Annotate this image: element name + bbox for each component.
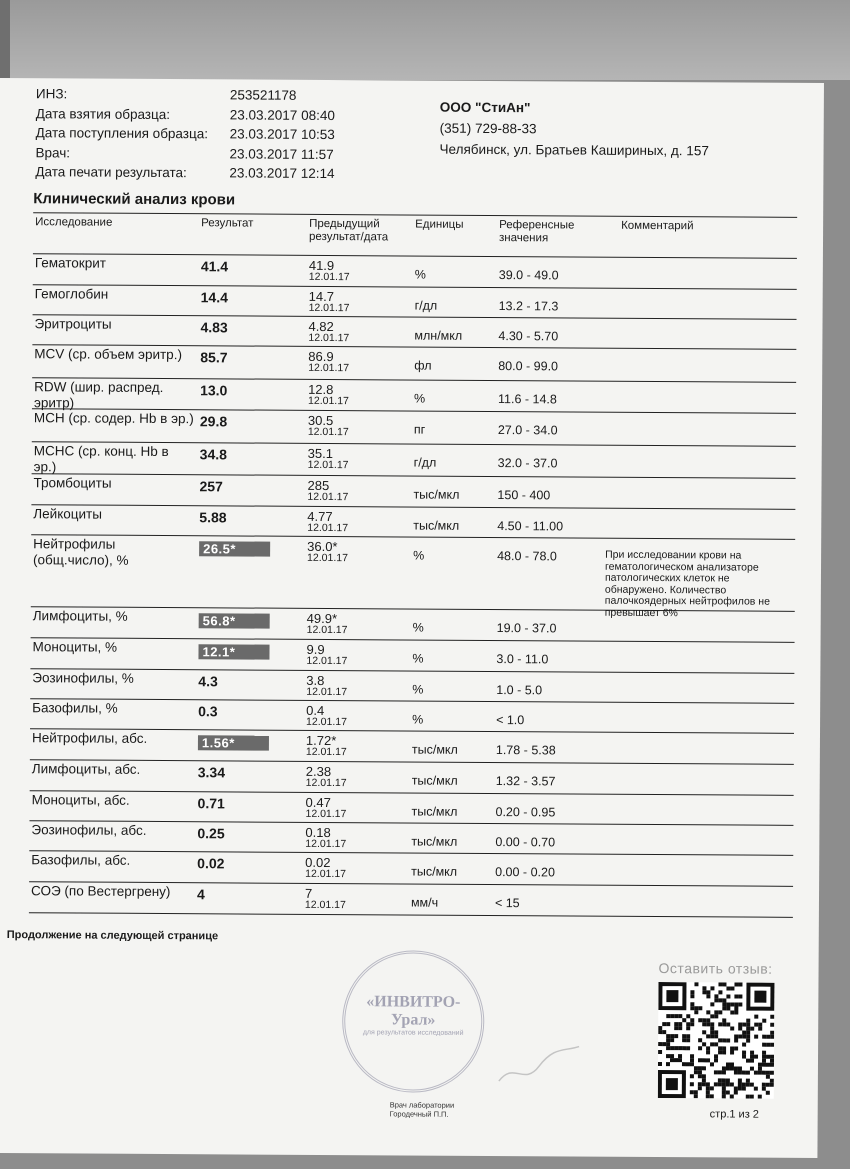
test-comment <box>606 457 786 458</box>
page-number: стр.1 из 2 <box>709 1108 759 1121</box>
previous-result <box>306 765 347 789</box>
test-result: 1.56* <box>198 735 269 750</box>
reference-range: 13.2 - 17.3 <box>498 299 559 314</box>
previous-date: 12.01.17 <box>304 898 346 912</box>
qr-code-icon[interactable] <box>658 982 775 1099</box>
previous-result <box>308 383 349 407</box>
test-comment <box>606 424 786 425</box>
test-result: 29.8 <box>199 413 228 430</box>
info-label: Дата поступления образца: <box>35 125 209 142</box>
test-unit: тыс/мкл <box>413 487 460 502</box>
previous-value: 2.38 <box>305 763 332 780</box>
info-value: 23.03.2017 08:40 <box>229 106 335 123</box>
test-name: Гемоглобин <box>34 286 109 302</box>
test-unit: мм/ч <box>410 895 439 910</box>
reference-range: < 1.0 <box>496 713 525 728</box>
test-unit: % <box>412 712 424 727</box>
previous-date: 12.01.17 <box>307 521 349 535</box>
test-result: 56.8* <box>199 613 270 628</box>
previous-value: 285 <box>307 477 330 494</box>
test-comment <box>604 714 784 715</box>
previous-date: 12.01.17 <box>306 715 347 729</box>
continued-note: Продолжение на следующей странице <box>6 929 219 943</box>
previous-value: 4.77 <box>307 508 333 525</box>
test-unit: % <box>412 620 424 635</box>
test-result: 3.34 <box>197 764 226 781</box>
test-result: 0.02 <box>197 855 225 872</box>
previous-date: 12.01.17 <box>305 837 347 851</box>
previous-value: 36.0* <box>307 538 338 555</box>
lab-info <box>440 97 710 162</box>
previous-value: 1.72* <box>305 732 337 749</box>
previous-value: 0.4 <box>306 702 325 718</box>
lab-stamp <box>342 950 485 1093</box>
info-label: ИНЗ: <box>35 86 68 102</box>
previous-result <box>307 540 348 564</box>
signature-icon <box>494 1031 584 1092</box>
test-name: Нейтрофилы (общ.число), % <box>33 536 129 568</box>
previous-result <box>307 510 348 534</box>
previous-result <box>305 796 346 820</box>
test-result: 0.3 <box>198 703 218 720</box>
test-name: Эритроциты <box>34 316 112 332</box>
info-value: 23.03.2017 12:14 <box>229 165 335 182</box>
info-row <box>36 84 335 105</box>
previous-value: 14.7 <box>308 288 335 305</box>
test-name: Эозинофилы, % <box>32 670 134 686</box>
reference-range: 39.0 - 49.0 <box>498 268 559 283</box>
test-name: Лимфоциты, % <box>32 608 128 624</box>
col-ref <box>499 219 574 245</box>
reference-range: < 15 <box>494 896 520 911</box>
reference-range: 3.0 - 11.0 <box>496 652 549 667</box>
test-comment <box>603 836 783 837</box>
test-unit: тыс/мкл <box>411 834 458 849</box>
previous-value: 0.47 <box>305 794 331 811</box>
test-name: Моноциты, % <box>32 639 118 655</box>
previous-value: 12.8 <box>308 381 334 398</box>
test-unit: % <box>414 391 426 406</box>
test-comment <box>604 684 784 685</box>
previous-date: 12.01.17 <box>306 685 348 699</box>
previous-value: 3.8 <box>306 672 325 688</box>
info-value: 253521178 <box>229 87 297 103</box>
test-name: Базофилы, % <box>32 700 118 716</box>
test-result: 34.8 <box>199 446 228 463</box>
test-result: 0.25 <box>197 825 225 842</box>
previous-result <box>306 643 347 667</box>
reference-range: 32.0 - 37.0 <box>497 456 558 471</box>
previous-value: 0.18 <box>305 824 331 841</box>
test-result: 4 <box>196 886 205 903</box>
test-name: MCHC (ср. конц. Hb в эр.) <box>33 443 169 475</box>
lab-address: Челябинск, ул. Братьев Кашириных, д. 157 <box>439 141 709 159</box>
col-ref-line2: значения <box>498 232 549 245</box>
test-unit: тыс/мкл <box>413 518 460 533</box>
col-result: Результат <box>201 217 254 230</box>
previous-value: 86.9 <box>308 348 334 365</box>
test-name: Лейкоциты <box>33 506 103 522</box>
stamp-small: для результатов исследований <box>362 1029 464 1037</box>
lab-name: ООО "СтиАн" <box>439 99 531 116</box>
test-comment <box>604 775 784 776</box>
test-name: Гематокрит <box>34 255 107 271</box>
test-unit: тыс/мкл <box>411 742 458 757</box>
table-row <box>29 881 793 918</box>
info-value: 23.03.2017 11:57 <box>229 145 334 162</box>
info-label: Дата взятия образца: <box>35 105 171 122</box>
previous-value: 41.9 <box>308 257 335 274</box>
col-unit: Единицы <box>415 218 464 231</box>
test-unit: тыс/мкл <box>411 804 458 819</box>
reference-range: 0.20 - 0.95 <box>495 805 556 820</box>
info-label: Дата печати результата: <box>35 164 187 181</box>
test-comment <box>605 653 785 654</box>
previous-result <box>305 826 346 850</box>
test-unit: фл <box>414 358 432 373</box>
info-label: Врач: <box>35 144 71 160</box>
previous-date: 12.01.17 <box>305 745 347 759</box>
stamp-brand: «ИНВИТРО- <box>366 993 461 1011</box>
reference-range: 1.0 - 5.0 <box>496 683 543 698</box>
reference-range: 150 - 400 <box>497 488 551 503</box>
test-comment <box>606 489 786 490</box>
info-row <box>36 104 335 125</box>
previous-date: 12.01.17 <box>308 331 350 345</box>
previous-result <box>308 350 349 374</box>
previous-date: 12.01.17 <box>308 361 350 375</box>
test-result: 257 <box>199 478 223 495</box>
reference-range: 11.6 - 14.8 <box>498 392 557 407</box>
test-result: 85.7 <box>200 349 228 366</box>
test-comment <box>604 744 784 745</box>
test-comment <box>606 393 786 394</box>
reference-range: 1.78 - 5.38 <box>495 743 556 758</box>
scan-corner-shadow <box>0 0 10 78</box>
previous-result <box>308 414 349 438</box>
previous-date: 12.01.17 <box>307 490 349 504</box>
reference-range: 80.0 - 99.0 <box>498 359 559 374</box>
previous-date: 12.01.17 <box>308 270 350 284</box>
test-name: MCV (ср. объем эритр.) <box>34 346 183 363</box>
reference-range: 48.0 - 78.0 <box>497 549 557 564</box>
table-header <box>33 212 797 259</box>
info-row <box>35 143 334 164</box>
reference-range: 19.0 - 37.0 <box>496 621 557 636</box>
test-name: Нейтрофилы, абс. <box>31 730 148 746</box>
signer-role: Врач лаборатории <box>389 1100 455 1110</box>
info-row <box>35 162 334 183</box>
col-prev-line1: Предыдущий <box>309 217 380 231</box>
col-test: Исследование <box>35 216 113 229</box>
test-unit: % <box>412 682 424 697</box>
info-row <box>36 123 335 144</box>
test-unit: г/дл <box>413 455 437 470</box>
reference-range: 27.0 - 34.0 <box>497 423 558 438</box>
previous-date: 12.01.17 <box>307 425 349 439</box>
test-comment <box>603 866 783 867</box>
previous-result <box>305 856 346 880</box>
test-unit: млн/мкл <box>414 328 463 343</box>
previous-value: 0.02 <box>305 854 331 871</box>
col-prev <box>309 218 388 244</box>
reference-range: 0.00 - 0.70 <box>495 835 556 850</box>
feedback-label: Оставить отзыв: <box>658 960 773 977</box>
test-comment <box>603 897 783 898</box>
previous-value: 35.1 <box>307 445 334 462</box>
sample-info <box>35 84 335 183</box>
previous-result <box>306 704 347 728</box>
previous-result <box>307 479 348 503</box>
test-unit: % <box>414 267 426 282</box>
test-comment <box>605 622 785 623</box>
test-name: RDW (шир. распред. эритр) <box>33 379 164 411</box>
scan-top-background <box>0 0 850 80</box>
previous-result <box>307 612 348 636</box>
previous-value: 7 <box>304 885 313 901</box>
lab-phone: (351) 729-88-33 <box>439 120 537 137</box>
previous-date: 12.01.17 <box>307 458 349 472</box>
test-comment <box>605 520 785 521</box>
previous-date: 12.01.17 <box>307 394 349 408</box>
test-unit: тыс/мкл <box>411 773 458 788</box>
previous-date: 12.01.17 <box>306 654 348 668</box>
test-unit: % <box>412 651 424 666</box>
previous-date: 12.01.17 <box>305 867 347 881</box>
previous-value: 49.9* <box>306 610 338 627</box>
test-result: 14.4 <box>200 289 228 306</box>
test-name: Лимфоциты, абс. <box>31 761 141 777</box>
test-name: Базофилы, абс. <box>31 852 131 868</box>
test-comment: При исследовании крови на гематологическом анализаторе патологических клеток не обнаружено. Количество палочкоядерных нейтрофилов не превышает 6% <box>604 548 770 619</box>
stamp-sub: Урал» <box>390 1011 436 1029</box>
previous-result <box>306 734 347 758</box>
previous-result <box>306 674 347 698</box>
previous-result <box>305 887 346 911</box>
reference-range: 4.50 - 11.00 <box>497 519 564 534</box>
signer-name: Городечный П.П. <box>389 1109 449 1119</box>
test-result: 4.3 <box>198 673 218 690</box>
test-result: 12.1* <box>198 644 269 659</box>
test-result: 0.71 <box>197 795 225 812</box>
test-name: MCH (ср. содер. Hb в эр.) <box>33 410 194 427</box>
test-comment <box>606 330 786 331</box>
previous-result <box>309 259 350 283</box>
info-value: 23.03.2017 10:53 <box>229 126 335 143</box>
previous-date: 12.01.17 <box>307 551 348 565</box>
test-name: Моноциты, абс. <box>31 792 130 808</box>
test-result: 4.83 <box>200 319 228 336</box>
previous-date: 12.01.17 <box>305 807 347 821</box>
test-unit: пг <box>413 422 426 437</box>
previous-value: 4.82 <box>308 318 334 335</box>
page-title: Клинический анализ крови <box>33 190 236 209</box>
col-prev-line2: результат/дата <box>308 230 389 244</box>
reference-range: 4.30 - 5.70 <box>498 329 559 344</box>
previous-result <box>309 290 350 314</box>
test-comment <box>607 269 787 270</box>
test-comment <box>604 806 784 807</box>
test-unit: г/дл <box>414 298 438 313</box>
col-ref-line1: Референсные <box>499 219 575 232</box>
document-page <box>0 78 824 1158</box>
test-name: Эозинофилы, абс. <box>31 822 147 838</box>
previous-result <box>308 447 349 471</box>
test-name: СОЭ (по Вестергрену) <box>30 883 171 900</box>
previous-result <box>308 320 349 344</box>
previous-value: 30.5 <box>307 412 334 429</box>
test-result: 26.5* <box>199 541 270 556</box>
test-name: Тромбоциты <box>33 475 112 491</box>
signer <box>390 1100 455 1118</box>
col-comment: Комментарий <box>621 219 694 233</box>
test-unit: тыс/мкл <box>411 864 458 879</box>
previous-value: 9.9 <box>306 641 325 657</box>
test-result: 41.4 <box>200 258 229 275</box>
previous-date: 12.01.17 <box>305 776 347 790</box>
previous-date: 12.01.17 <box>308 301 350 315</box>
test-comment <box>607 300 787 301</box>
test-result: 13.0 <box>200 382 228 399</box>
reference-range: 1.32 - 3.57 <box>495 774 556 789</box>
reference-range: 0.00 - 0.20 <box>495 865 555 880</box>
test-result: 5.88 <box>199 509 227 526</box>
previous-date: 12.01.17 <box>306 623 348 637</box>
test-comment <box>606 360 786 361</box>
test-unit: % <box>413 548 425 563</box>
